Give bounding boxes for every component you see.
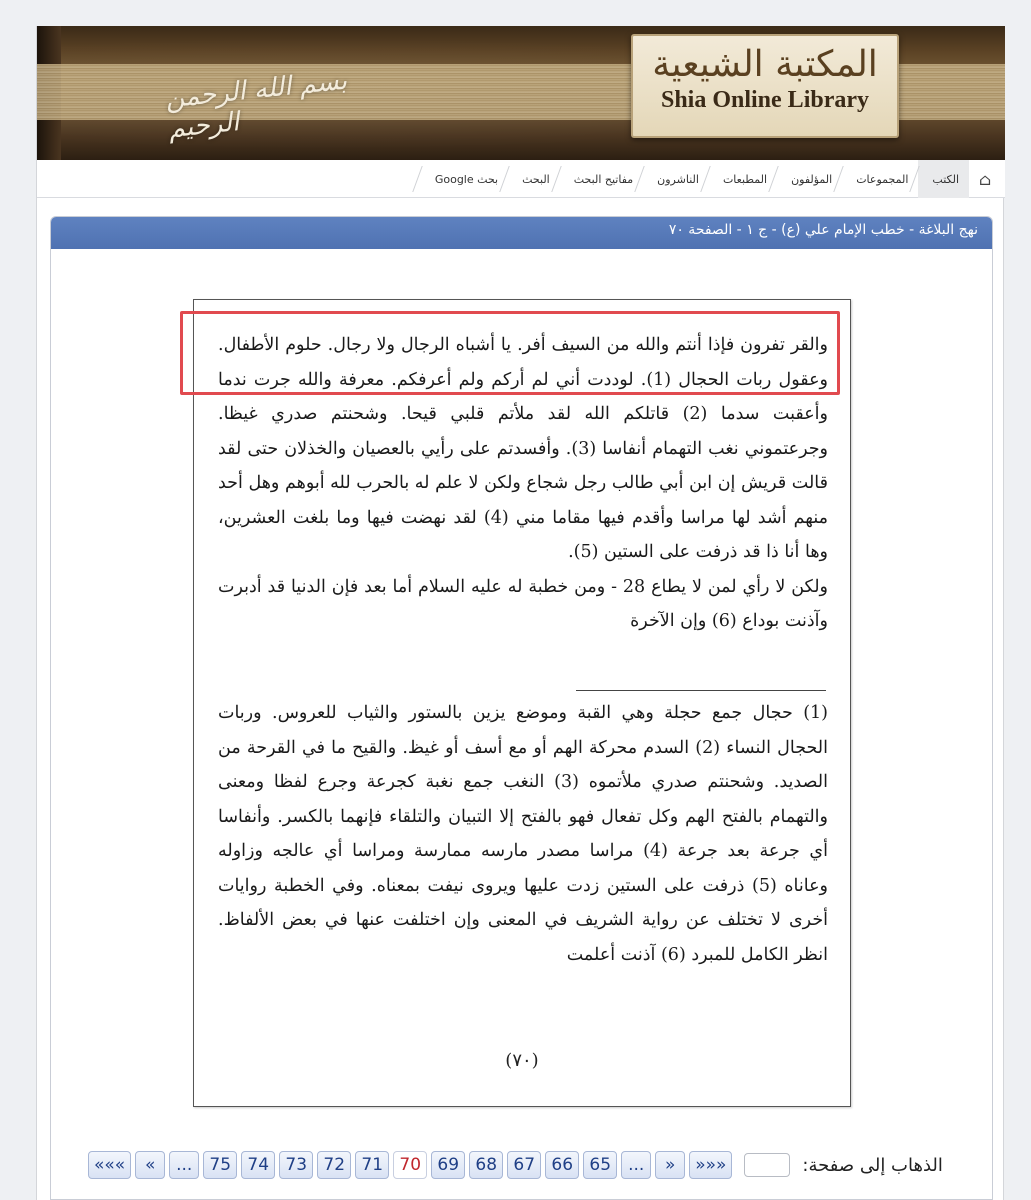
basmala-calligraphy: بسم الله الرحمن الرحيم <box>163 65 349 145</box>
nav-item-label: مفاتيح البحث <box>573 172 634 186</box>
pager-prev-button[interactable]: « <box>135 1151 165 1179</box>
nav-item-books[interactable] <box>918 160 969 198</box>
main-nav <box>37 160 1005 198</box>
scanned-book-page <box>193 299 851 1107</box>
pager-next-button[interactable]: » <box>655 1151 685 1179</box>
nav-item-printers[interactable] <box>709 160 777 198</box>
nav-item-label: الناشرون <box>657 172 699 186</box>
pager-page-72[interactable]: 72 <box>317 1151 351 1179</box>
site-banner <box>37 26 1005 160</box>
nav-item-authors[interactable] <box>777 160 842 198</box>
nav-item-collections[interactable] <box>842 160 918 198</box>
footnote-divider <box>576 690 826 691</box>
nav-item-label: البحث <box>522 172 550 186</box>
nav-item-search[interactable] <box>508 160 560 198</box>
footnotes-text: (1) حجال جمع حجلة وهي القبة وموضع يزين بالستور والثياب للعروس. وربات الحجال النساء (2) السدم محركة الهم أو مع أسف أو غيظ. والقيح ما في القرحة من الصديد. وشحنتم صدري ملأتموه (3) النغب جمع نغبة كجرعة وجرع لفظا ومعنى والتهمام بالفتح الهم وكل تفعال فهو بالفتح إلا التبيان والتلقاء فإنهما بالكسر. وأنفاسا أي جرعة بعد جرعة (4) مراسا مصدر مارسه ممارسة ومراسا أي عالجه وزاوله وعاناه (5) ذرفت على الستين زدت عليها ويروى نيفت بمعناه. وفي الخطبة روايات أخرى لا تختلف عن رواية الشريف في المعنى وإن اختلفت عنها في بعض الألفاظ. انظر الكامل للمبرد (6) آذنت أعلمت <box>218 703 828 965</box>
pager-last-button[interactable]: »»» <box>689 1151 732 1179</box>
pager-page-66[interactable]: 66 <box>545 1151 579 1179</box>
nav-item-label: بحث Google <box>434 172 499 186</box>
pager-ellipsis[interactable]: ... <box>621 1151 651 1179</box>
nav-item-publishers[interactable] <box>643 160 709 198</box>
page-frame <box>36 26 1004 1200</box>
pager-first-button[interactable]: ««« <box>88 1151 131 1179</box>
nav-item-google-search[interactable] <box>421 160 508 198</box>
pager-page-68[interactable]: 68 <box>469 1151 503 1179</box>
pagination <box>88 1150 943 1180</box>
pager-page-71[interactable]: 71 <box>355 1151 389 1179</box>
body-paragraph: ولكن لا رأي لمن لا يطاع 28 - ومن خطبة له عليه السلام أما بعد فإن الدنيا قد أدبرت وآذنت بوداع (6) وإن الآخرة <box>218 576 829 631</box>
site-logo[interactable] <box>631 34 899 138</box>
pager-ellipsis[interactable]: ... <box>169 1151 199 1179</box>
pager-page-65[interactable]: 65 <box>583 1151 617 1179</box>
logo-arabic-text: المكتبة الشيعية <box>652 44 878 85</box>
nav-item-label: الكتب <box>932 172 959 186</box>
goto-page-input[interactable] <box>744 1153 790 1177</box>
page-number: (٧٠) <box>505 1050 539 1071</box>
pager-page-73[interactable]: 73 <box>279 1151 313 1179</box>
nav-item-label: المجموعات <box>856 172 909 186</box>
body-paragraph: والقر تفرون فإذا أنتم والله من السيف أفر. يا أشباه الرجال ولا رجال. حلوم الأطفال. وعقول ربات الحجال (1). لوددت أني لم أركم ولم أعرفكم. معرفة والله جرت ندما وأعقبت سدما (2) قاتلكم الله لقد ملأتم قلبي قيحا. وشحنتم صدري غيظا. وجرعتموني نغب التهمام أنفاسا (3). وأفسدتم على رأيي بالعصيان والخذلان حتى لقد قالت قريش إن ابن أبي طالب رجل شجاع ولكن لا علم له بالحرب لله أبوهم وهل أحد منهم أشد لها مراسا وأقدم فيها مقاما مني (4) لقد نهضت فيها وما بلغت العشرين، وها أنا ذا قد ذرفت على الستين (5). <box>218 335 829 562</box>
book-page-title: نهج البلاغة - خطب الإمام علي (ع) - ج ١ - الصفحة ٧٠ <box>51 217 992 249</box>
pager-page-75[interactable]: 75 <box>203 1151 237 1179</box>
nav-item-label: المؤلفون <box>791 172 833 186</box>
pager-page-69[interactable]: 69 <box>431 1151 465 1179</box>
logo-english-text: Shia Online Library <box>660 87 870 113</box>
goto-page-label: الذهاب إلى صفحة: <box>802 1154 943 1176</box>
pager-page-67[interactable]: 67 <box>507 1151 541 1179</box>
nav-item-search-keys[interactable] <box>560 160 643 198</box>
pager-page-74[interactable]: 74 <box>241 1151 275 1179</box>
pager-page-current[interactable]: 70 <box>393 1151 427 1179</box>
home-icon[interactable]: ⌂ <box>978 169 992 189</box>
highlight-annotation-box <box>180 311 840 395</box>
nav-item-label: المطبعات <box>722 172 768 186</box>
